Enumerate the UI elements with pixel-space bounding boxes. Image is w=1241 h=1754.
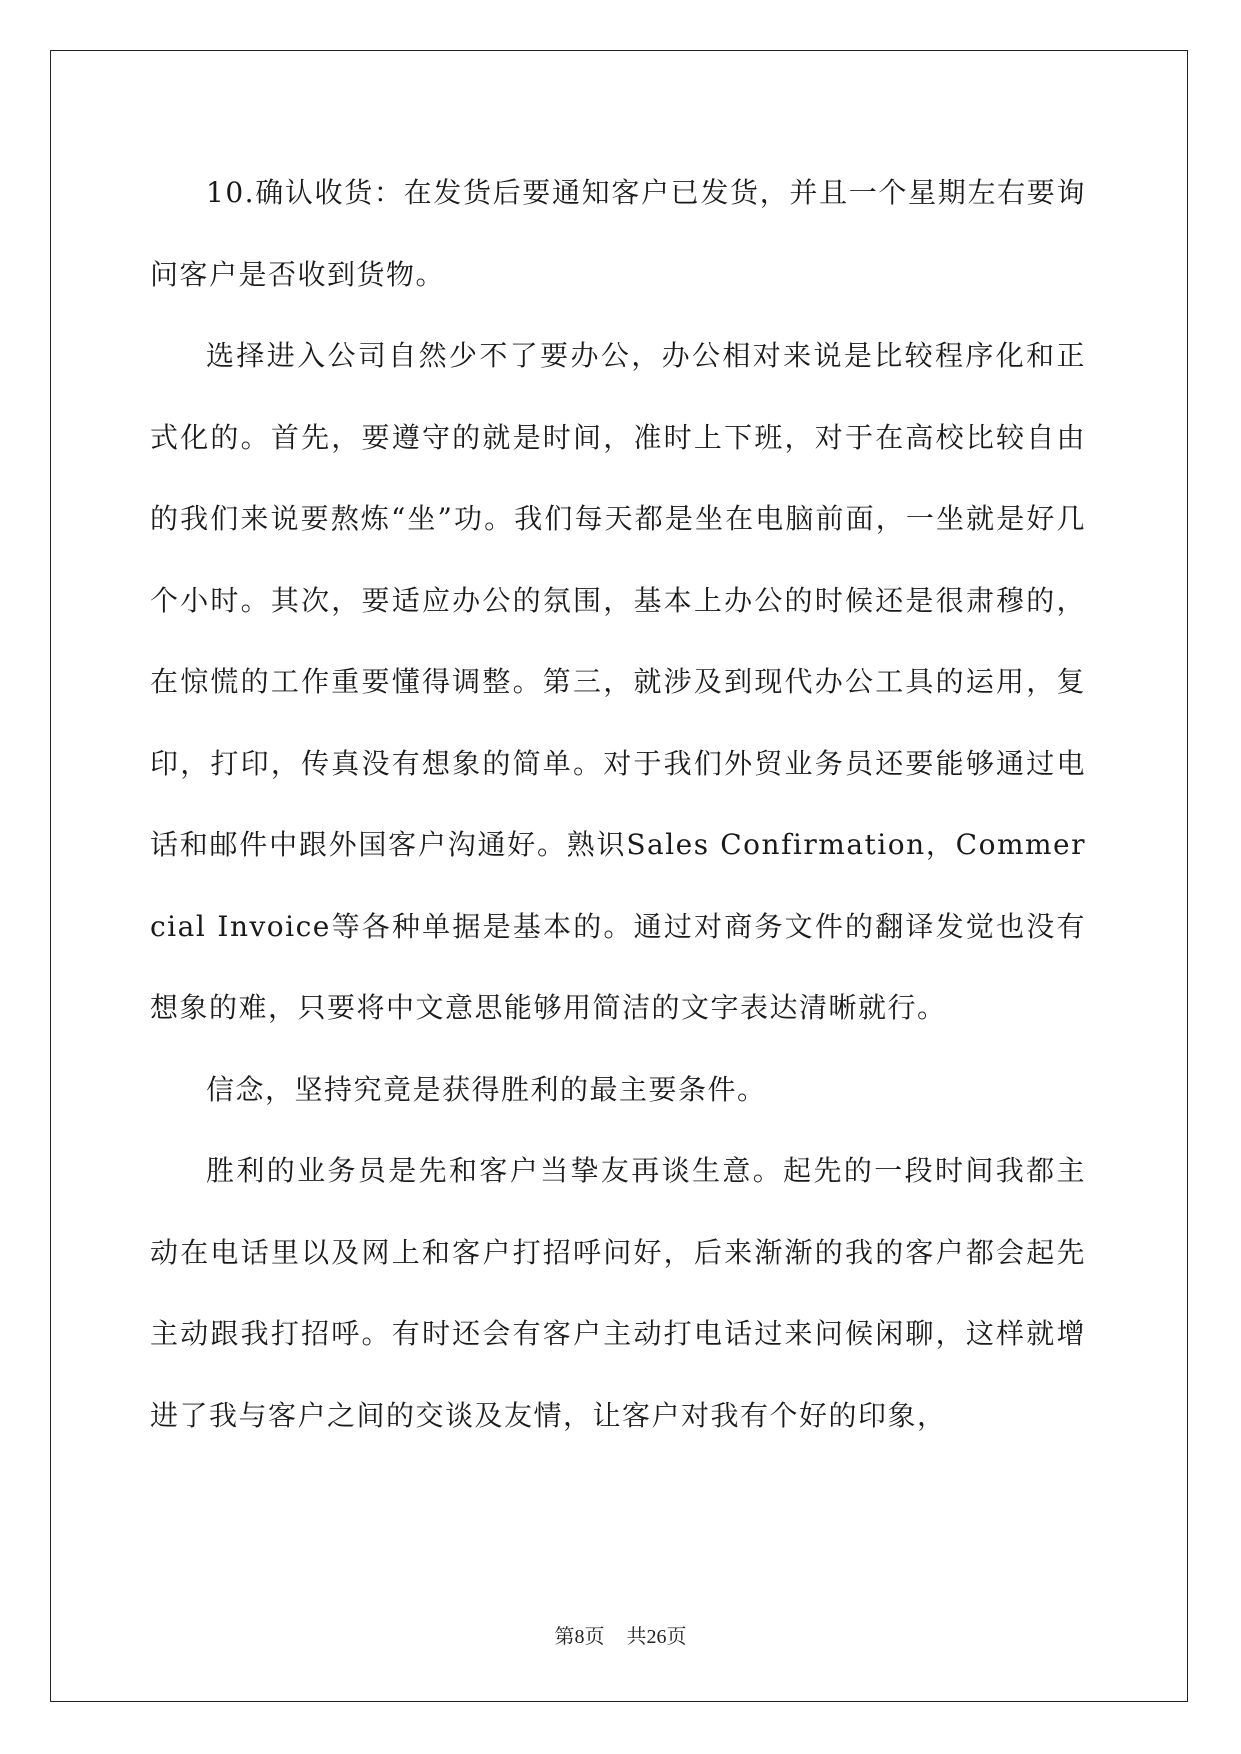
paragraph-belief: 信念，坚持究竟是获得胜利的最主要条件。 <box>206 1072 767 1106</box>
page-unit: 页 <box>584 1626 605 1648</box>
paragraph-office-work: 选择进入公司自然少不了要办公，办公相对来说是比较程序化和正式化的。首先，要遵守的就是时间，准时上下班，对于在高校比较自由的我们来说要熬炼“坐”功。我们每天都是坐在电脑前面，一坐就是好几个小时。其次，要适应办公的氛围，基本上办公的时候还是很肃穆的，在惊慌的工作重要懂得调整。第三，就涉及到现代办公工具的运用，复印，打印，传真没有想象的简单。对于我们外贸业务员还要能够通过电话和邮件中跟外国客户沟通好。熟识Sales Confirmation，Commercial Invoice等各种单据是基本的。通过对商务文件的翻译发觉也没有想象的难，只要将中文意思能够用简洁的文字表达清晰就行。 <box>150 339 1086 1024</box>
page-footer <box>0 1620 1241 1649</box>
page-total: 26 <box>646 1626 667 1648</box>
document-body <box>150 152 1086 1456</box>
paragraph-successful-salesman: 胜利的业务员是先和客户当挚友再谈生意。起先的一段时间我都主动在电话里以及网上和客户打招呼问好，后来渐渐的我的客户都会起先主动跟我打招呼。有时还会有客户主动打电话过来问候闲聊，这样就增进了我与客户之间的交谈及友情，让客户对我有个好的印象， <box>150 1154 1086 1432</box>
paragraph-confirm-receipt: 10.确认收货：在发货后要通知客户已发货，并且一个星期左右要询问客户是否收到货物。 <box>150 176 1086 291</box>
page-current: 8 <box>574 1626 585 1648</box>
total-prefix: 共 <box>626 1626 647 1648</box>
page-prefix: 第 <box>554 1626 575 1648</box>
total-unit: 页 <box>666 1626 687 1648</box>
